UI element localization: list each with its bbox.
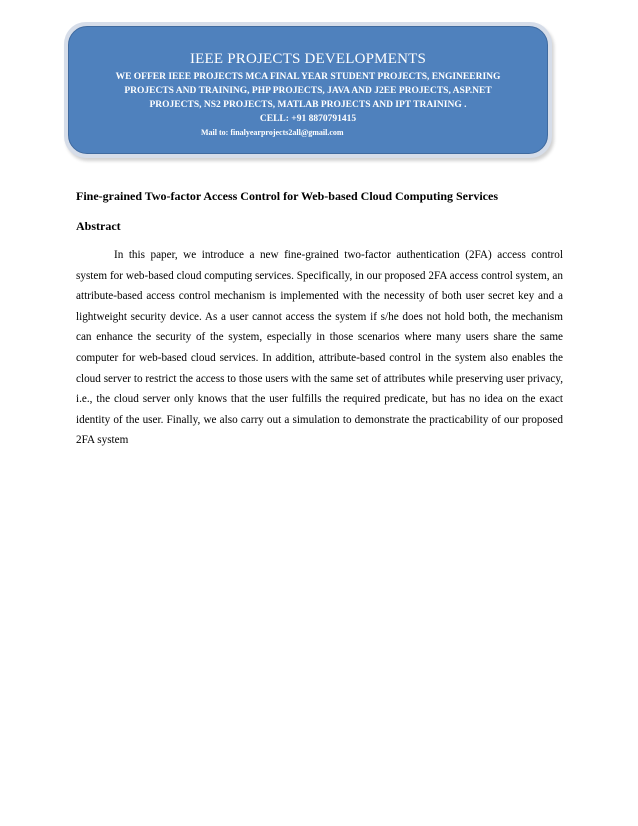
banner-phone: CELL: +91 8870791415 (259, 114, 357, 124)
document-title: Fine-grained Two-factor Access Control for Web-based Cloud Computing Services (76, 189, 498, 203)
banner-offer-line-2: PROJECTS AND TRAINING, PHP PROJECTS, JAVA AND J2EE PROJECTS, ASP.NET (124, 86, 492, 96)
header-banner (64, 22, 552, 158)
banner-email: Mail to: finalyearprojects2all@gmail.com (201, 128, 344, 137)
abstract-heading: Abstract (76, 219, 121, 233)
banner-offer-line-1: WE OFFER IEEE PROJECTS MCA FINAL YEAR STUDENT PROJECTS, ENGINEERING (115, 72, 501, 82)
abstract-paragraph: In this paper, we introduce a new fine-grained two-factor authentication (2FA) access control system for web-based cloud computing services. Specifically, in our proposed 2FA access control system, an attribute-based access control mechanism is implemented with the necessity of both user secret key and a lightweight security device. As a user cannot access the system if s/he does not hold both, the mechanism can enhance the security of the system, especially in those scenarios where many users share the same computer for web-based cloud services. In addition, attribute-based control in the system also enables the cloud server to restrict the access to those users with the same set of attributes while preserving user privacy, i.e., the cloud server only knows that the user fulfills the required predicate, but has no idea on the exact identity of the user. Finally, we also carry out a simulation to demonstrate the practicability of our proposed 2FA system (76, 249, 563, 447)
banner-offer-line-3: PROJECTS, NS2 PROJECTS, MATLAB PROJECTS AND IPT TRAINING . (149, 100, 467, 110)
banner-panel (68, 26, 548, 154)
banner-title: IEEE PROJECTS DEVELOPMENTS (189, 51, 427, 67)
